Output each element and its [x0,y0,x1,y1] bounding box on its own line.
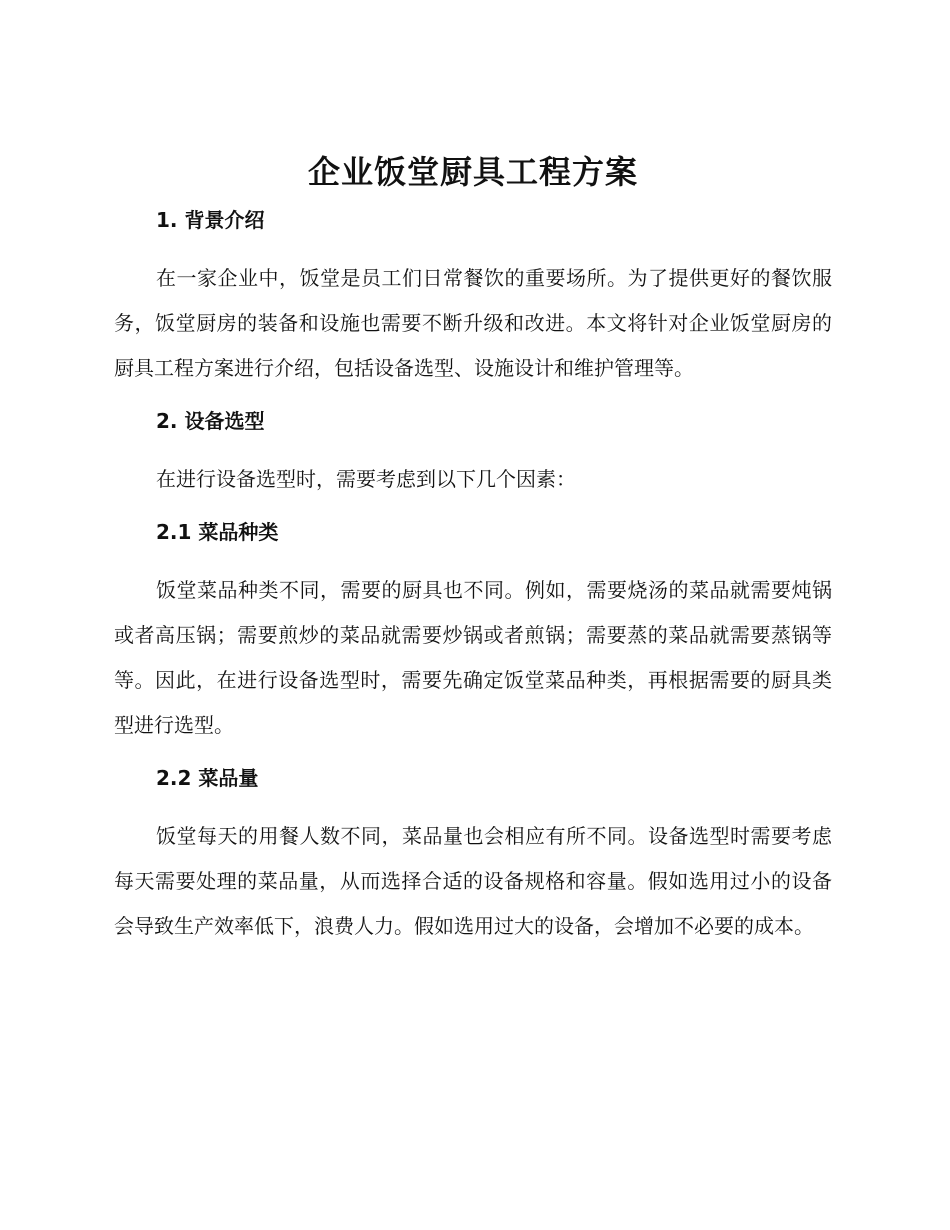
section-heading-dish-types: 2.1 菜品种类 [156,520,279,544]
paragraph-equipment-selection: 在进行设备选型时，需要考虑到以下几个因素： [156,467,576,491]
section-heading-background: 1. 背景介绍 [156,208,265,232]
section-heading-equipment-selection: 2. 设备选型 [156,409,265,433]
paragraph-dish-types: 饭堂菜品种类不同，需要的厨具也不同。例如，需要烧汤的菜品就需要炖锅或者高压锅；需要煎炒的菜品就需要炒锅或者煎锅；需要蒸的菜品就需要蒸锅等等。因此，在进行设备选型时，需要先确定饭堂菜品种类，再根据需要的厨具类型进行选型。 [114,578,832,737]
section-heading-dish-volume: 2.2 菜品量 [156,766,259,790]
document-title: 企业饭堂厨具工程方案 [307,153,638,191]
paragraph-dish-volume: 饭堂每天的用餐人数不同，菜品量也会相应有所不同。设备选型时需要考虑每天需要处理的菜品量，从而选择合适的设备规格和容量。假如选用过小的设备会导致生产效率低下，浪费人力。假如选用过大的设备，会增加不必要的成本。 [114,824,832,938]
paragraph-background: 在一家企业中，饭堂是员工们日常餐饮的重要场所。为了提供更好的餐饮服务，饭堂厨房的装备和设施也需要不断升级和改进。本文将针对企业饭堂厨房的厨具工程方案进行介绍，包括设备选型、设施设计和维护管理等。 [114,266,832,380]
